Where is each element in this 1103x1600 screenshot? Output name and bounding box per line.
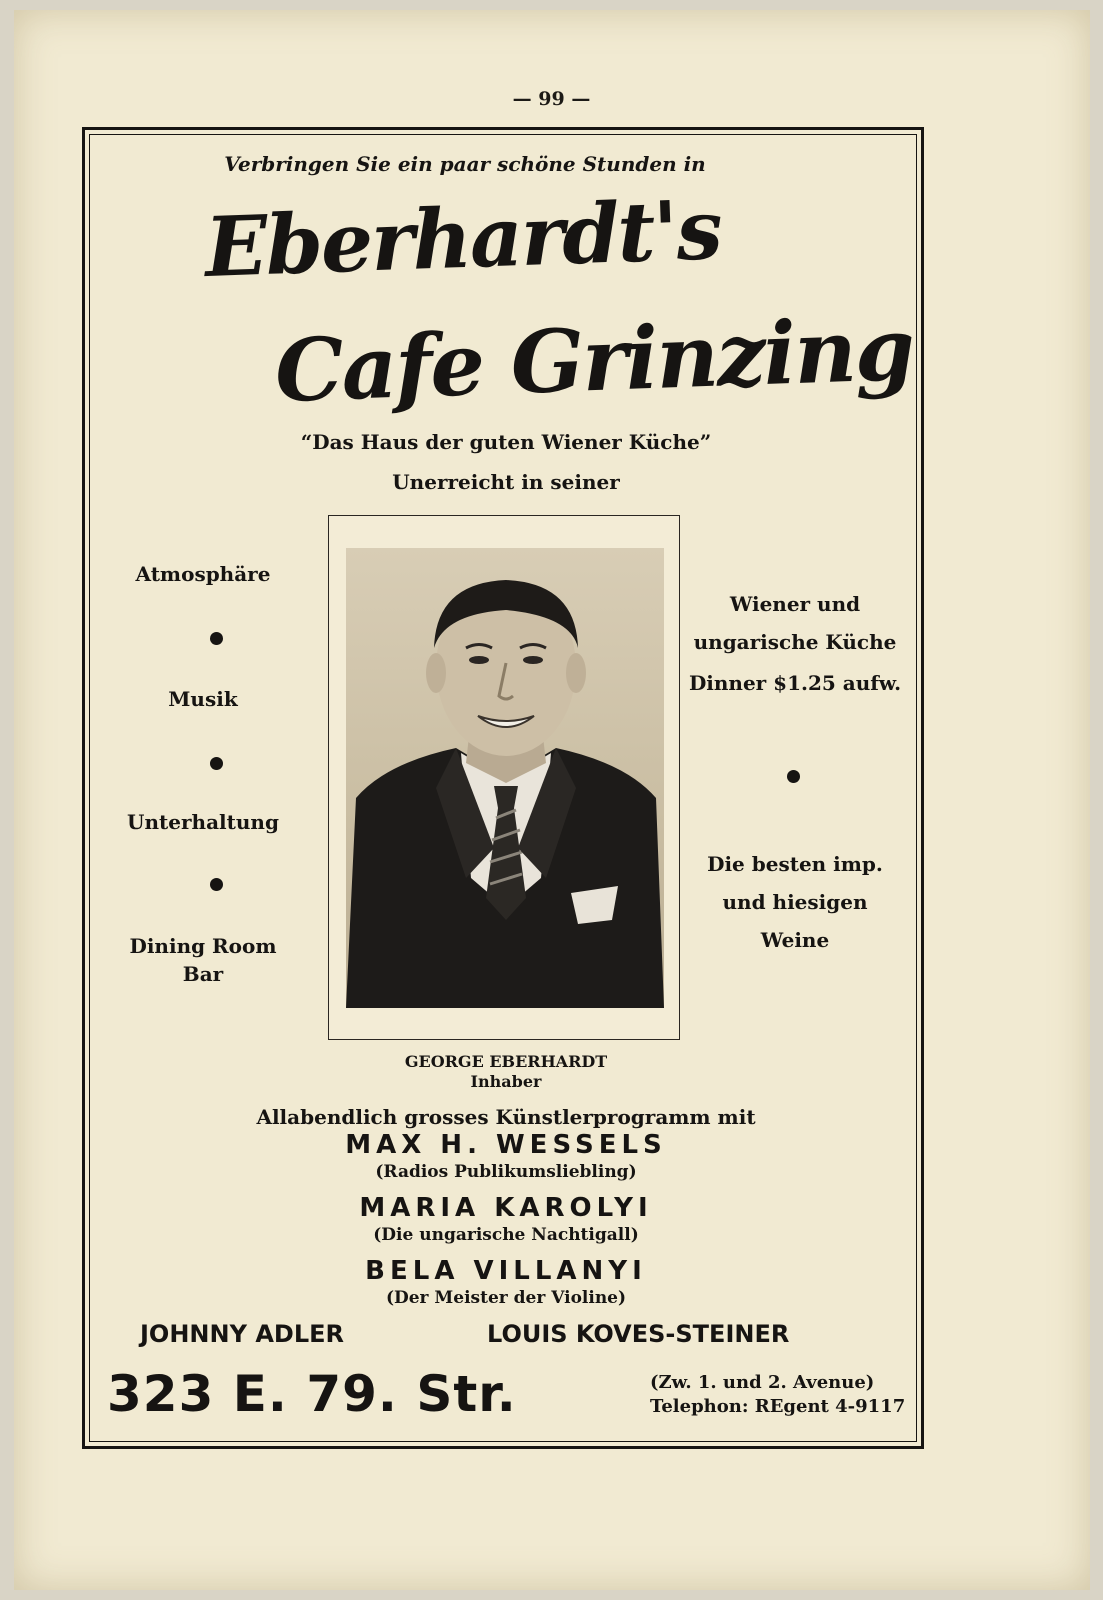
feature-wiener-und: Wiener und	[729, 592, 861, 616]
advertisement	[82, 127, 924, 1449]
performer-louis-koves-steiner: LOUIS KOVES-STEINER	[487, 1320, 790, 1348]
performer-johnny-adler: JOHNNY ADLER	[140, 1320, 344, 1348]
business-name-line1: Eberhardt's	[203, 182, 723, 296]
address-note: (Zw. 1. und 2. Avenue)	[650, 1372, 875, 1393]
feature-musik: Musik	[168, 687, 238, 711]
portrait-illustration	[346, 548, 664, 1008]
performer-name: BELA VILLANYI	[365, 1256, 647, 1286]
feature-beste-weine: Die besten imp.	[707, 852, 883, 876]
street-address: 323 E. 79. Str.	[107, 1365, 517, 1423]
owner-photo	[346, 548, 664, 1008]
performer-subtitle: (Die ungarische Nachtigall)	[373, 1225, 639, 1245]
tagline: Verbringen Sie ein paar schöne Stunden in	[224, 152, 706, 176]
feature-dining-room: Dining Room	[129, 934, 277, 958]
page-number: — 99 —	[512, 88, 591, 110]
bullet-dot	[210, 757, 223, 770]
performer-name: MAX H. WESSELS	[345, 1130, 667, 1160]
subtitle: Unerreicht in seiner	[392, 470, 620, 494]
performer-subtitle: (Radios Publikumsliebling)	[375, 1162, 637, 1182]
owner-photo-frame	[328, 515, 680, 1040]
feature-unterhaltung: Unterhaltung	[127, 810, 279, 834]
performer-subtitle: (Der Meister der Violine)	[385, 1288, 627, 1308]
owner-title: Inhaber	[470, 1072, 542, 1091]
feature-bar: Bar	[182, 962, 224, 986]
feature-ungarische-kueche: ungarische Küche	[693, 630, 897, 654]
owner-name: GEORGE EBERHARDT	[404, 1052, 608, 1071]
motto: “Das Haus der guten Wiener Küche”	[300, 430, 712, 454]
bullet-dot	[210, 878, 223, 891]
business-name-line2: Cafe Grinzing	[273, 298, 915, 423]
telephone: Telephon: REgent 4-9117	[650, 1396, 906, 1417]
feature-atmosphaere: Atmosphäre	[135, 562, 271, 586]
program-intro: Allabendlich grosses Künstlerprogramm mit	[256, 1105, 756, 1129]
bullet-dot	[210, 632, 223, 645]
feature-hiesigen: und hiesigen	[722, 890, 868, 914]
feature-dinner-price: Dinner $1.25 aufw.	[688, 671, 902, 695]
bullet-dot	[787, 770, 800, 783]
feature-weine: Weine	[760, 928, 830, 952]
performer-name: MARIA KAROLYI	[359, 1193, 653, 1223]
